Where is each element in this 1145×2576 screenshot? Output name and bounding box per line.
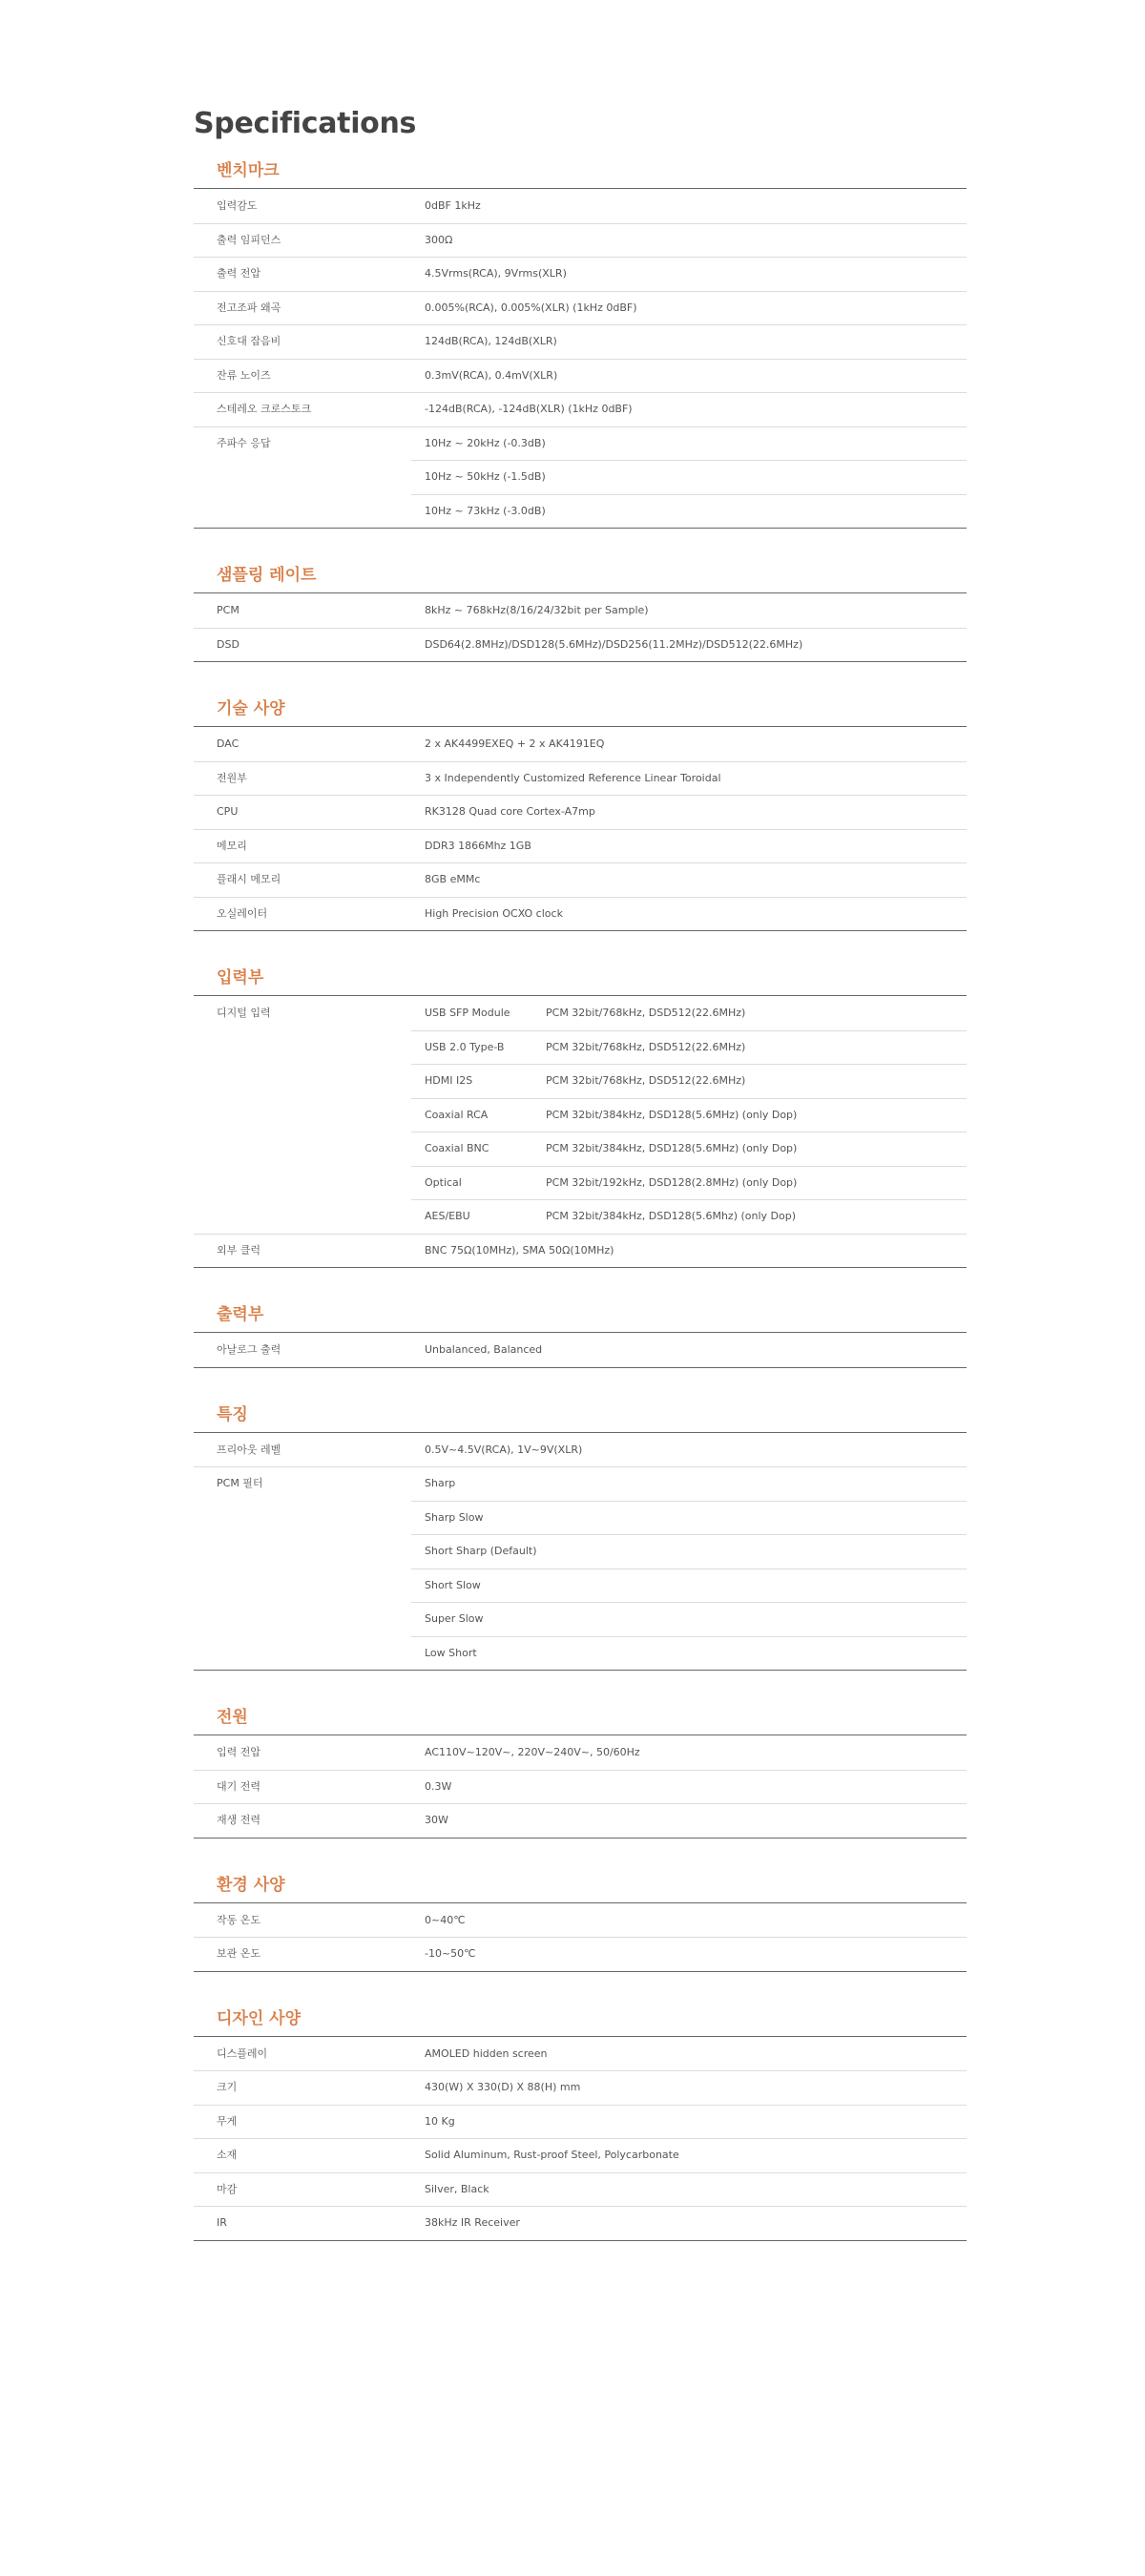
- spec-row: [194, 593, 967, 628]
- spec-row: [194, 426, 967, 461]
- spec-section: [194, 1304, 967, 1368]
- spec-label: 대기 전력: [217, 1779, 261, 1793]
- spec-label: 외부 클럭: [217, 1243, 261, 1257]
- spec-value: Unbalanced, Balanced: [425, 1343, 543, 1356]
- spec-label: 아날로그 출력: [217, 1343, 281, 1356]
- spec-value: 30W: [425, 1814, 448, 1826]
- spec-section: [194, 160, 967, 529]
- spec-value: AES/EBU: [425, 1210, 470, 1222]
- spec-label: 작동 온도: [217, 1913, 261, 1926]
- spec-value: Short Slow: [425, 1578, 481, 1591]
- page-title: Specifications: [194, 107, 417, 140]
- spec-value: 10 Kg: [425, 2114, 455, 2128]
- spec-row: [194, 2037, 967, 2071]
- spec-value: Super Slow: [425, 1612, 484, 1625]
- spec-value: 38kHz IR Receiver: [425, 2216, 520, 2229]
- spec-section: [194, 2008, 967, 2241]
- spec-label: 플래시 메모리: [217, 873, 281, 885]
- section-title: 디자인 사양: [217, 2008, 302, 2028]
- spec-value-detail: PCM 32bit/768kHz, DSD512(22.6MHz): [546, 1007, 746, 1019]
- spec-value: AMOLED hidden screen: [425, 2046, 548, 2060]
- spec-section: [194, 967, 967, 1268]
- spec-table: [194, 1432, 967, 1672]
- spec-row: [194, 1735, 967, 1770]
- spec-row: [194, 795, 967, 829]
- spec-table: [194, 995, 967, 1268]
- spec-section: [194, 1404, 967, 1672]
- spec-row: [194, 223, 967, 258]
- spec-label: 출력 전압: [217, 267, 261, 280]
- spec-value: 0.005%(RCA), 0.005%(XLR) (1kHz 0dBF): [425, 301, 637, 314]
- spec-table: [194, 188, 967, 529]
- spec-row: [194, 1937, 967, 1971]
- spec-row: [194, 996, 967, 1030]
- spec-page: [194, 0, 967, 2241]
- spec-row: [194, 1030, 967, 1065]
- spec-value: USB 2.0 Type-B: [425, 1040, 505, 1053]
- spec-label: 입력 전압: [217, 1746, 261, 1758]
- spec-row: [194, 2206, 967, 2240]
- spec-table: [194, 1902, 967, 1972]
- spec-value: USB SFP Module: [425, 1007, 510, 1019]
- spec-row: [194, 1466, 967, 1501]
- spec-label: 디지털 입력: [217, 1007, 271, 1019]
- spec-value: Coaxial RCA: [425, 1108, 489, 1121]
- spec-row: [194, 628, 967, 662]
- spec-label: DAC: [217, 737, 239, 750]
- spec-row: [194, 1903, 967, 1938]
- spec-value: 10Hz ~ 50kHz (-1.5dB): [425, 470, 546, 483]
- section-title: 출력부: [217, 1305, 264, 1324]
- spec-row: [194, 2070, 967, 2105]
- spec-row: [194, 1636, 967, 1671]
- spec-section: [194, 1707, 967, 1839]
- spec-value: Sharp: [425, 1477, 456, 1489]
- spec-label: IR: [217, 2216, 227, 2229]
- spec-value: High Precision OCXO clock: [425, 906, 563, 920]
- spec-value: 0.3W: [425, 1779, 452, 1793]
- spec-table: [194, 726, 967, 931]
- spec-value: DDR3 1866Mhz 1GB: [425, 839, 531, 852]
- spec-label: 스테레오 크로스토크: [217, 403, 312, 415]
- section-title: 입력부: [217, 968, 264, 987]
- spec-row: [194, 494, 967, 529]
- spec-row: [194, 392, 967, 426]
- spec-row: [194, 1803, 967, 1838]
- spec-value: RK3128 Quad core Cortex-A7mp: [425, 805, 595, 818]
- spec-label: 오실레이터: [217, 906, 268, 920]
- spec-label: 마감: [217, 2182, 238, 2195]
- spec-value: Low Short: [425, 1646, 477, 1659]
- spec-row: [194, 1166, 967, 1200]
- spec-value: 124dB(RCA), 124dB(XLR): [425, 335, 557, 347]
- spec-value: AC110V~120V~, 220V~240V~, 50/60Hz: [425, 1746, 640, 1758]
- spec-value: Silver, Black: [425, 2182, 489, 2195]
- spec-value: 8GB eMMc: [425, 873, 481, 885]
- spec-row: [194, 1234, 967, 1268]
- spec-table: [194, 1735, 967, 1839]
- spec-row: [194, 829, 967, 863]
- spec-table: [194, 2036, 967, 2241]
- spec-value-detail: PCM 32bit/384kHz, DSD128(5.6MHz) (only Dop): [546, 1142, 798, 1154]
- spec-value-detail: PCM 32bit/384kHz, DSD128(5.6MHz) (only Dop): [546, 1108, 798, 1121]
- spec-label: DSD: [217, 637, 239, 651]
- spec-value: 4.5Vrms(RCA), 9Vrms(XLR): [425, 267, 567, 280]
- spec-row: [194, 1333, 967, 1367]
- spec-value: DSD64(2.8MHz)/DSD128(5.6MHz)/DSD256(11.2MHz)/DSD512(22.6MHz): [425, 637, 803, 651]
- spec-row: [194, 291, 967, 325]
- spec-section: [194, 565, 967, 662]
- spec-value: -10~50℃: [425, 1947, 476, 1960]
- spec-label: 프리아웃 레벨: [217, 1443, 281, 1456]
- spec-row: [194, 1433, 967, 1467]
- spec-value: 2 x AK4499EXEQ + 2 x AK4191EQ: [425, 737, 605, 750]
- spec-value: 10Hz ~ 20kHz (-0.3dB): [425, 436, 546, 449]
- spec-label: 무게: [217, 2114, 238, 2128]
- spec-value: 3 x Independently Customized Reference Linear Toroidal: [425, 771, 721, 784]
- spec-label: 입력감도: [217, 199, 258, 212]
- spec-value-detail: PCM 32bit/768kHz, DSD512(22.6MHz): [546, 1074, 746, 1087]
- spec-value-detail: PCM 32bit/768kHz, DSD512(22.6MHz): [546, 1040, 746, 1053]
- spec-value: Short Sharp (Default): [425, 1545, 537, 1557]
- spec-label: 디스플레이: [217, 2046, 268, 2060]
- spec-label: 보관 온도: [217, 1947, 261, 1960]
- spec-label: 메모리: [217, 839, 247, 852]
- spec-value: Sharp Slow: [425, 1510, 484, 1524]
- spec-row: [194, 1132, 967, 1166]
- section-title: 벤치마크: [217, 161, 280, 180]
- spec-label: PCM 필터: [217, 1477, 263, 1489]
- spec-label: 크기: [217, 2081, 238, 2093]
- spec-value: Optical: [425, 1175, 462, 1189]
- section-title: 특징: [217, 1404, 248, 1424]
- spec-value: 0.5V~4.5V(RCA), 1V~9V(XLR): [425, 1443, 583, 1456]
- spec-label: CPU: [217, 805, 239, 818]
- spec-label: 전고조파 왜곡: [217, 301, 281, 314]
- spec-row: [194, 460, 967, 494]
- spec-row: [194, 359, 967, 393]
- spec-label: 주파수 응답: [217, 436, 271, 449]
- spec-value: BNC 75Ω(10MHz), SMA 50Ω(10MHz): [425, 1243, 614, 1257]
- spec-value: 430(W) X 330(D) X 88(H) mm: [425, 2081, 581, 2093]
- spec-row: [194, 1602, 967, 1636]
- spec-row: [194, 727, 967, 761]
- spec-label: 소재: [217, 2149, 238, 2161]
- spec-label: 신호대 잡음비: [217, 335, 281, 347]
- spec-row: [194, 1064, 967, 1098]
- spec-value: 8kHz ~ 768kHz(8/16/24/32bit per Sample): [425, 604, 649, 616]
- spec-label: PCM: [217, 604, 239, 616]
- spec-value-detail: PCM 32bit/384kHz, DSD128(5.6Mhz) (only Dop): [546, 1210, 797, 1222]
- spec-value: 0dBF 1kHz: [425, 199, 481, 212]
- spec-row: [194, 1568, 967, 1603]
- spec-row: [194, 1098, 967, 1132]
- section-title: 전원: [217, 1708, 248, 1727]
- section-title: 샘플링 레이트: [217, 566, 317, 585]
- spec-value: 0.3mV(RCA), 0.4mV(XLR): [425, 368, 558, 382]
- spec-row: [194, 2105, 967, 2139]
- spec-row: [194, 1534, 967, 1568]
- spec-row: [194, 1501, 967, 1535]
- spec-row: [194, 1770, 967, 1804]
- spec-row: [194, 862, 967, 897]
- spec-value: 10Hz ~ 73kHz (-3.0dB): [425, 504, 546, 517]
- spec-row: [194, 1199, 967, 1234]
- spec-section: [194, 698, 967, 931]
- spec-row: [194, 897, 967, 931]
- spec-table: [194, 1332, 967, 1368]
- spec-table: [194, 592, 967, 662]
- spec-sections: [194, 160, 967, 2241]
- spec-row: [194, 2138, 967, 2172]
- spec-value: 300Ω: [425, 233, 453, 246]
- spec-value: Solid Aluminum, Rust-proof Steel, Polycarbonate: [425, 2149, 679, 2161]
- spec-label: 잔류 노이즈: [217, 368, 271, 382]
- spec-row: [194, 189, 967, 223]
- spec-value-detail: PCM 32bit/192kHz, DSD128(2.8MHz) (only Dop): [546, 1175, 798, 1189]
- spec-row: [194, 324, 967, 359]
- section-title: 기술 사양: [217, 699, 285, 718]
- spec-value: -124dB(RCA), -124dB(XLR) (1kHz 0dBF): [425, 403, 633, 415]
- spec-row: [194, 2172, 967, 2207]
- spec-value: HDMI I2S: [425, 1074, 473, 1087]
- section-title: 환경 사양: [217, 1875, 285, 1895]
- spec-row: [194, 761, 967, 796]
- spec-row: [194, 257, 967, 291]
- spec-section: [194, 1875, 967, 1972]
- spec-label: 전원부: [217, 771, 247, 784]
- spec-value: 0~40℃: [425, 1913, 466, 1926]
- spec-label: 재생 전력: [217, 1814, 261, 1826]
- spec-label: 출력 임피던스: [217, 233, 281, 246]
- spec-value: Coaxial BNC: [425, 1142, 489, 1154]
